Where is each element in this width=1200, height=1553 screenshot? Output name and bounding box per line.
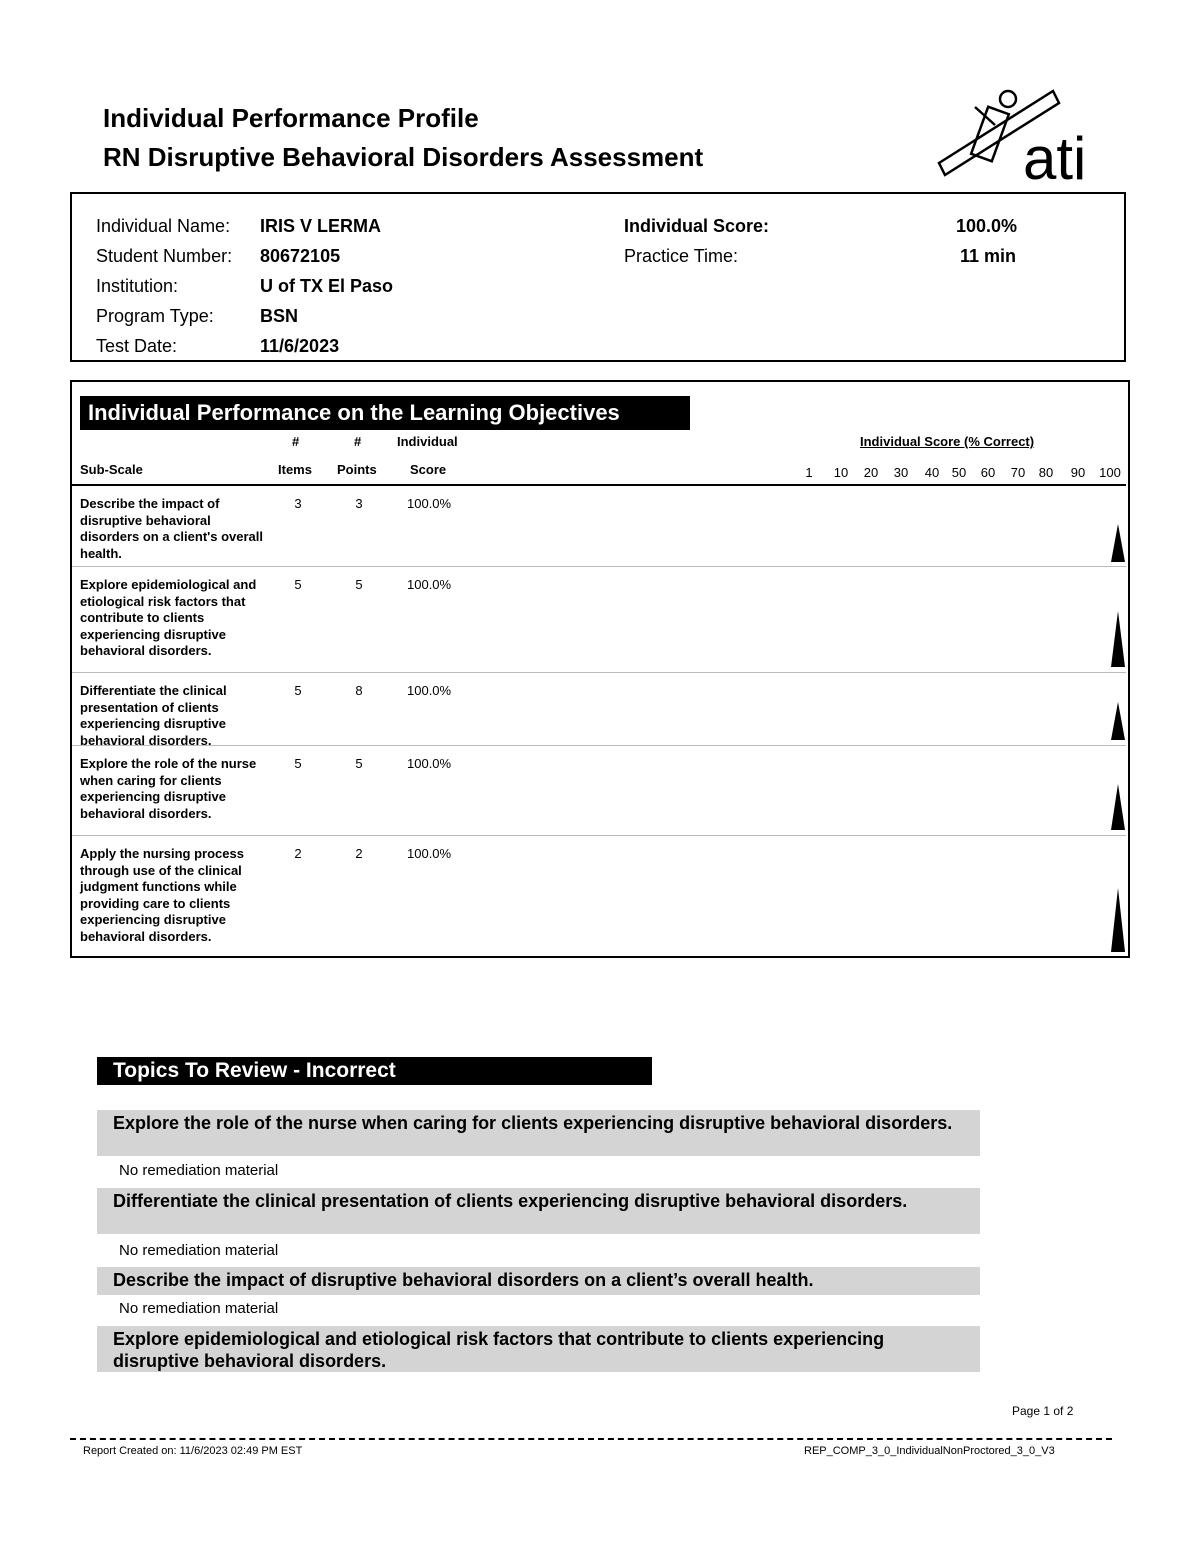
practice-time-value: 11 min [960,246,1017,266]
objective-items: 3 [294,496,302,511]
objective-description: Differentiate the clinical presentation of clients experiencing disruptive behavioral disorders. [80,683,227,748]
institution-label: Institution: [96,276,179,296]
items-hash-header: # [292,434,300,449]
axis-tick-label: 80 [1038,465,1054,480]
score-marker-icon [1111,784,1125,830]
student-number-label: Student Number: [96,246,233,266]
learning-objectives-heading: Individual Performance on the Learning Objectives [80,396,690,430]
axis-tick-label: 90 [1070,465,1086,480]
axis-tick-label: 40 [924,465,940,480]
axis-tick-label: 30 [893,465,909,480]
subscale-header: Sub-Scale [80,462,143,477]
axis-tick-label: 1 [805,465,813,480]
institution-value: U of TX El Paso [260,276,394,296]
page-title: Individual Performance Profile [103,103,479,133]
test-date-label: Test Date: [96,336,178,356]
page-number: Page 1 of 2 [1012,1404,1074,1418]
objective-items: 2 [294,846,302,861]
objective-row [72,566,1126,673]
axis-tick-label: 10 [833,465,849,480]
objective-row [72,835,1126,958]
axis-tick-label: 50 [951,465,967,480]
objective-description: Explore epidemiological and etiological risk factors that contribute to clients experiencing disruptive behavioral disorders. [80,577,257,658]
axis-tick-label: 20 [863,465,879,480]
footer-divider [70,1438,1112,1440]
score-marker-icon [1111,702,1125,740]
objective-items: 5 [294,577,302,592]
objective-points: 3 [355,496,363,511]
practice-time-label: Practice Time: [624,246,739,266]
objective-score: 100.0% [407,846,452,861]
logo-figure-body-icon [971,107,1009,162]
report-created: Report Created on: 11/6/2023 02:49 PM EST [83,1445,303,1457]
logo-figure-arm-icon [975,107,995,125]
points-hash-header: # [354,434,362,449]
items-header: Items [278,462,312,477]
individual-name-value: IRIS V LERMA [260,216,382,236]
score-marker-icon [1111,611,1125,667]
individual-score-value: 100.0% [956,216,1018,236]
remediation-note: No remediation material [119,1242,279,1259]
objective-points: 8 [355,683,363,698]
logo-text: ati [1023,125,1087,185]
individual-name-label: Individual Name: [96,216,231,236]
objective-row [72,484,1126,568]
individual-header: Individual [397,434,458,449]
objective-row [72,672,1126,746]
points-header: Points [337,462,377,477]
objective-points: 5 [355,577,363,592]
score-header: Score [410,462,447,477]
chart-title: Individual Score (% Correct) [860,434,1035,449]
student-number-value: 80672105 [260,246,341,266]
score-marker-icon [1111,888,1125,952]
score-marker-icon [1111,524,1125,562]
individual-score-label: Individual Score: [624,216,770,236]
objective-score: 100.0% [407,496,452,511]
topic-title: Differentiate the clinical presentation of clients experiencing disruptive behavioral disorders. [97,1188,980,1234]
remediation-note: No remediation material [119,1162,279,1179]
axis-tick-label: 70 [1010,465,1026,480]
test-date-value: 11/6/2023 [260,336,340,356]
objective-score: 100.0% [407,683,452,698]
objective-row [72,745,1126,836]
objective-score: 100.0% [407,577,452,592]
axis-tick-label: 100 [1099,465,1121,480]
ati-logo [935,85,1105,185]
objective-description: Describe the impact of disruptive behavioral disorders on a client's overall health. [80,496,263,561]
topics-heading: Topics To Review - Incorrect [97,1057,652,1085]
topic-title: Explore the role of the nurse when caring for clients experiencing disruptive behavioral disorders. [97,1110,980,1156]
topic-title: Describe the impact of disruptive behavioral disorders on a client’s overall health. [97,1267,980,1295]
program-type-label: Program Type: [96,306,214,326]
assessment-title: RN Disruptive Behavioral Disorders Assessment [103,142,704,172]
objective-items: 5 [294,683,302,698]
objective-description: Apply the nursing process through use of the clinical judgment functions while providing care to clients experiencing disruptive behavioral disorders. [80,846,244,944]
objective-items: 5 [294,756,302,771]
remediation-note: No remediation material [119,1300,279,1317]
topic-title: Explore epidemiological and etiological risk factors that contribute to clients experiencing disruptive behavioral disorders. [97,1326,980,1372]
axis-tick-label: 60 [980,465,996,480]
objective-description: Explore the role of the nurse when caring for clients experiencing disruptive behavioral disorders. [80,756,257,821]
program-type-value: BSN [260,306,299,326]
objective-score: 100.0% [407,756,452,771]
logo-figure-head-icon [1000,91,1016,107]
report-id: REP_COMP_3_0_IndividualNonProctored_3_0_V3 [804,1445,1055,1457]
objective-points: 2 [355,846,363,861]
objective-points: 5 [355,756,363,771]
